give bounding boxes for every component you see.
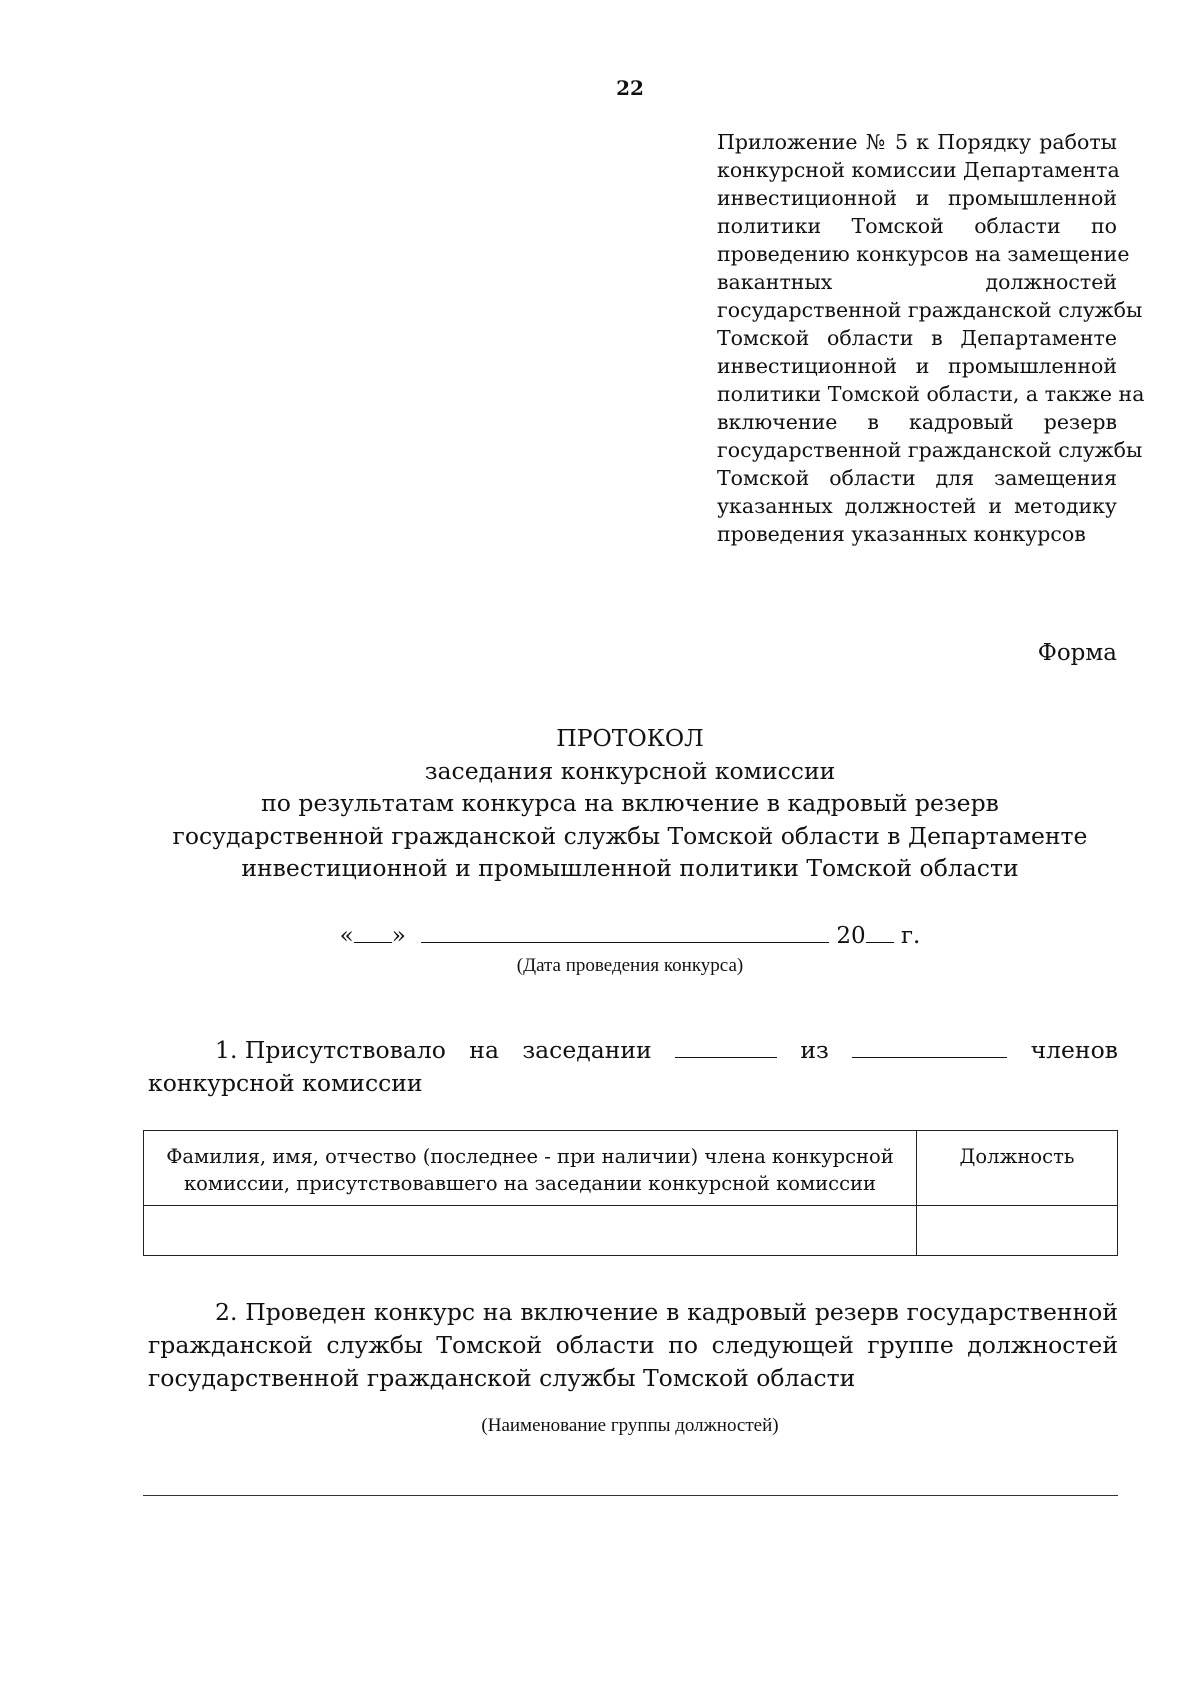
date-caption: (Дата проведения конкурса) [516,955,744,976]
appendix-line: государственной гражданской службы [717,298,1143,322]
appendix-note [717,128,1145,548]
section-attendance [148,1034,1118,1100]
protocol-heading [143,722,1117,885]
cell-position[interactable] [917,1206,1118,1256]
appendix-line: указанных должностей и методику [717,494,1117,518]
members-table [143,1130,1118,1256]
appendix-line: проведения указанных конкурсов [717,522,1086,546]
section2-line: гражданской службы Томской области по следующей группе должностей [148,1331,1118,1359]
word-present: Присутствовало [244,1036,446,1064]
header-fullname: Фамилия, имя, отчество (последнее - при наличии) члена конкурсной комиссии, присутствовавшего на заседании конкурсной комиссии [144,1131,917,1206]
attendance-lead [215,1034,446,1067]
appendix-line: государственной гражданской службы [717,438,1143,462]
word-of: из [800,1036,829,1064]
form-label: Форма [1037,640,1117,666]
section2-line: 2. Проведен конкурс на включение в кадровый резерв государственной [215,1298,1118,1326]
appendix-line: Томской области для замещения [717,466,1117,490]
section-number: 1. [215,1036,238,1064]
year-prefix: 20 [836,923,866,949]
word-meeting: заседании [522,1036,652,1064]
present-count-blank[interactable] [675,1035,777,1058]
year-blank[interactable] [866,920,894,943]
appendix-line: конкурсной комиссии Департамента [717,158,1120,182]
total-count-blank[interactable] [852,1035,1007,1058]
appendix-line: политики Томской области, а также на [717,382,1145,406]
word-members: членов [1030,1036,1118,1064]
date-open-quote: « [339,923,354,949]
protocol-subtitle-line: инвестиционной и промышленной политики Томской области [241,854,1019,882]
group-caption: (Наименование группы должностей) [481,1415,779,1436]
year-suffix: г. [901,923,921,949]
section2-line: государственной гражданской службы Томской области [148,1364,856,1392]
appendix-line: проведению конкурсов на замещение [717,242,1130,266]
table-row [144,1206,1118,1256]
attendance-line-2: конкурсной комиссии [148,1069,423,1097]
appendix-line: инвестиционной и промышленной [717,354,1117,378]
appendix-line: Приложение № 5 к Порядку работы [717,130,1117,154]
protocol-subtitle-line: по результатам конкурса на включение в кадровый резерв [261,789,999,817]
protocol-title: ПРОТОКОЛ [556,724,704,752]
section-contest-group [148,1296,1118,1395]
group-name-line[interactable] [143,1495,1118,1496]
cell-fullname[interactable] [144,1206,917,1256]
date-row [143,920,1117,949]
table-header-row [144,1131,1118,1206]
appendix-line: Томской области в Департаменте [717,326,1117,350]
header-position: Должность [917,1131,1118,1206]
protocol-subtitle-line: заседания конкурсной комиссии [424,756,836,785]
day-blank[interactable] [354,920,392,943]
protocol-subtitle-line: государственной гражданской службы Томской области в Департаменте [172,821,1088,850]
appendix-line: инвестиционной и промышленной [717,186,1117,210]
month-blank[interactable] [421,920,829,943]
appendix-line: включение в кадровый резерв [717,410,1117,434]
page-number: 22 [616,76,644,100]
appendix-line: политики Томской области по [717,214,1117,238]
word-on: на [469,1036,499,1064]
appendix-line: вакантных должностей [717,270,1117,294]
date-close-quote: » [391,923,406,949]
